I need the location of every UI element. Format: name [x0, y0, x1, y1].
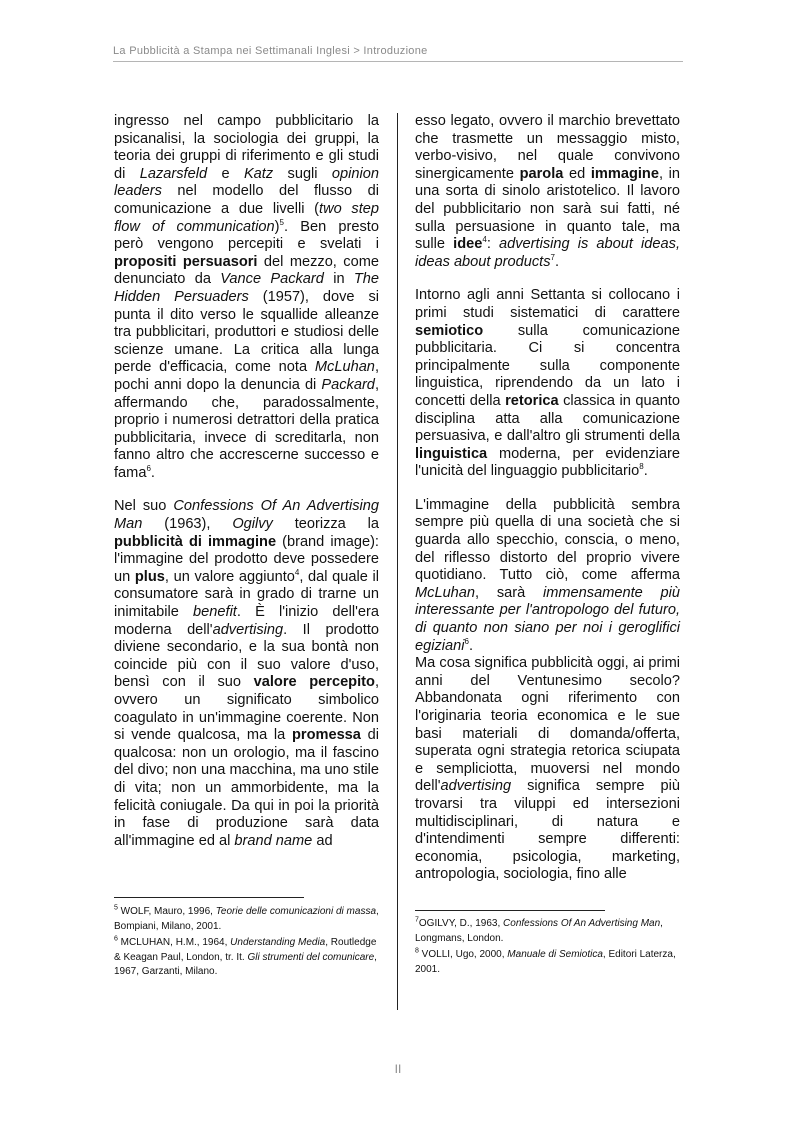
footnotes-left [114, 905, 379, 982]
running-header: La Pubblicità a Stampa nei Settimanali Inglesi > Introduzione [113, 45, 428, 57]
right-paragraph-2: Intorno agli anni Settanta si collocano i primi studi sistematici di carattere semiotico sulla comunicazione pubblicitaria. Ci si concentra principalmente sulla componente linguistica, riprendendo da un lato i concetti della retorica classica in quanto disciplina atta alla comunicazione persuasiva, e dall'altro gli strumenti della linguistica moderna, per evidenziare l'unicità del linguaggio pubblicitario$^8$. [415, 287, 680, 480]
left-paragraph-1: ingresso nel campo pubblicitario la psicanalisi, la sociologia dei gruppi, la teoria dei gruppi di riferimento e gli studi di Lazarsfeld e Katz sugli opinion leaders nel modello del flusso di comunicazione a due livelli (two step flow of communication)$^5$. Ben presto però vengono percepiti e svelati i propositi persuasori del mezzo, come denunciato da Vance Packard in The Hidden Persuaders (1957), dove si punta il dito verso le squallide alleanze tra pubblicitari, produttori e studiosi delle scienze umane. La critica alla lunga perde d'efficacia, come nota McLuhan, pochi anni dopo la denuncia di Packard, affermando che, paradossalmente, proprio i numerosi detrattori della pratica pubblicitaria, invece di screditarla, non fanno altro che accrescerne successo e fama$^6$. [114, 113, 380, 481]
right-paragraph-1: esso legato, ovvero il marchio brevettato che trasmette un messaggio misto, verbo-visivo, nel quale convivono sinergicamente parola ed immagine, in una sorta di sinolo aristotelico. Il lavoro del pubblicitario non sarà sui fatti, né sulla persuasione in quanto tale, ma sulle idee$^4$: advertising is about ideas, ideas about products$^7$. [415, 113, 680, 270]
footnote-ref-6[interactable]: 6 [146, 464, 151, 474]
footnote-ref-4[interactable]: 4 [482, 235, 487, 245]
right-paragraph-3: L'immagine della pubblicità sembra sempre più quella di una società che si guarda allo specchio, conscia, o meno, del riflesso distorto del proprio vivere quotidiano. Tutto ciò, come afferma McLuhan, sarà immensamente più interessante per l'antropologo del futuro, di quanto non siano per noi i geroglifici egiziani$^6$. [415, 496, 680, 654]
footnotes-right [415, 917, 680, 979]
page-number: II [394, 1062, 402, 1076]
footnote-ref-5[interactable]: 5 [279, 217, 284, 227]
left-column [114, 113, 379, 850]
footnote-8: $^8$ VOLLI, Ugo, 2000, Manuale di Semiotica, Editori Laterza, 2001. [415, 947, 676, 975]
footnote-5: $^5$ WOLF, Mauro, 1996, Teorie delle comunicazioni di massa, Bompiani, Milano, 2001. [114, 904, 379, 932]
footnote-7: $^7$OGILVY, D., 1963, Confessions Of An Advertising Man, Longmans, London. [415, 916, 663, 944]
column-divider [397, 113, 398, 1010]
header-rule [113, 61, 683, 62]
footnote-ref-6[interactable]: 6 [464, 636, 469, 646]
right-column [415, 113, 680, 884]
left-paragraph-2: Nel suo Confessions Of An Advertising Man (1963), Ogilvy teorizza la pubblicità di immagine (brand image): l'immagine del prodotto deve possedere un plus, un valore aggiunto$^4$, dal quale il consumatore sarà in grado di trarne un inimitabile benefit. È l'inizio dell'era moderna dell'advertising. Il prodotto diviene secondario, e la sua bontà non coincide più con il suo valore d'uso, bensì con il suo valore percepito, ovvero un significato simbolico coagulato in un'immagine coerente. Non si vende qualcosa, ma la promessa di qualcosa: non un orologio, ma il fascino del divo; non una macchina, ma uno stile di vita; non un ammorbidente, ma la felicità coniugale. Da qui in poi la priorità in fase di produzione sarà data all'immagine ed al brand name ad [114, 498, 379, 849]
footnote-6: $^6$ MCLUHAN, H.M., 1964, Understanding Media, Routledge & Keagan Paul, London, tr. It. Gli strumenti del comunicare, 1967, Garzanti, Milano. [114, 935, 377, 978]
footnote-ref-7[interactable]: 7 [550, 252, 555, 262]
footnote-ref-4[interactable]: 4 [294, 567, 300, 577]
right-paragraph-4: Ma cosa significa pubblicità oggi, ai primi anni del Ventunesimo secolo? Abbandonata ogni riferimento con l'originaria teoria economica e le sue basi materiali di domanda/offerta, superata ogni strategia retorica sciupata e sempliciotta, muoversi nel mondo dell'advertising significa sempre più trovarsi tra viluppi ed intersezioni multidisciplinari, di natura e d'intendimenti sempre differenti: economia, psicologia, marketing, antropologia, sociologia, fino alle [415, 655, 680, 883]
footnote-rule-right [415, 910, 605, 911]
footnote-rule-left [114, 897, 304, 898]
footnote-ref-8[interactable]: 8 [639, 462, 644, 472]
